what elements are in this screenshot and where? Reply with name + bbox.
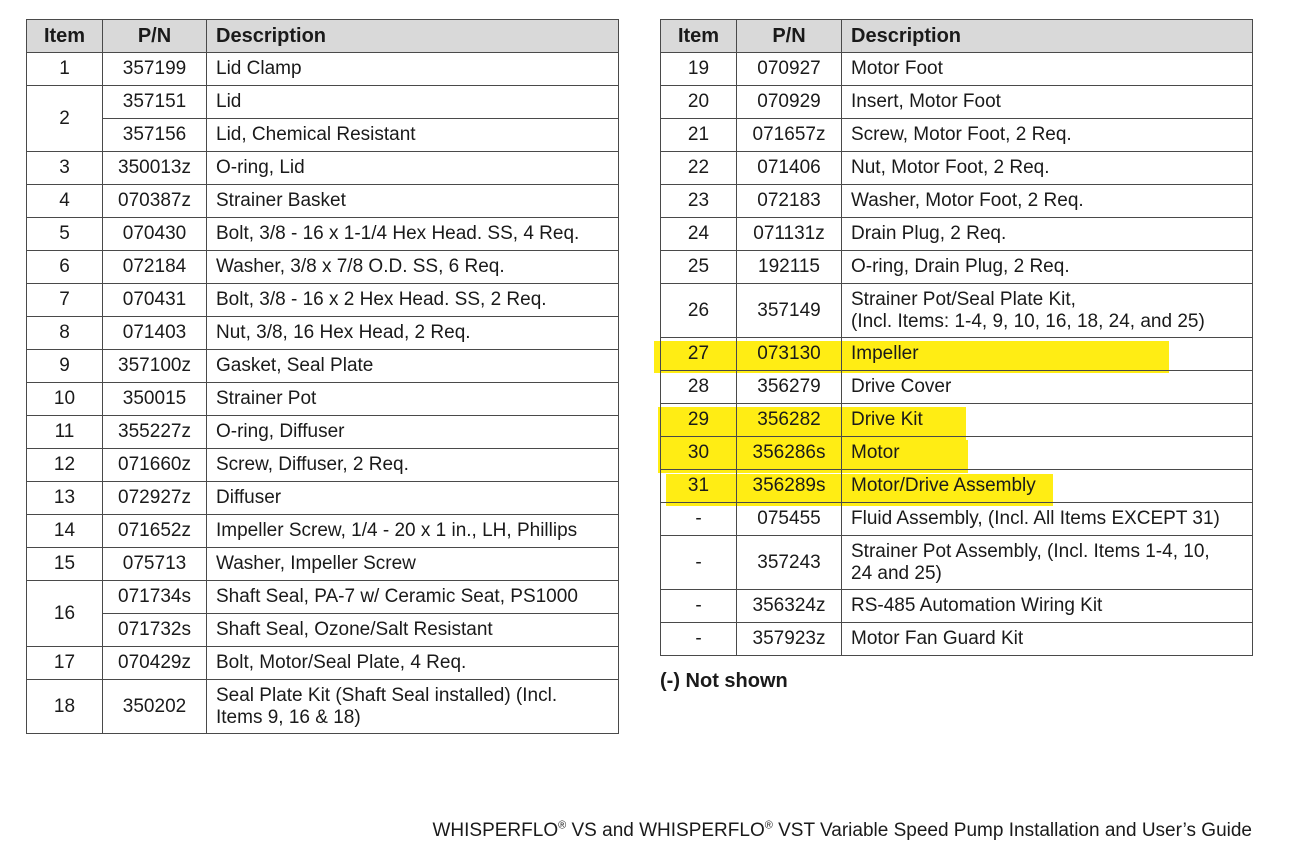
description-line: Lid, Chemical Resistant [216,124,416,145]
description-line: Washer, Impeller Screw [216,553,416,574]
part-number: 072927z [103,482,207,515]
description-line: Strainer Pot [216,388,317,409]
description-line: Motor/Drive Assembly [851,475,1036,496]
part-number: 071403 [103,317,207,350]
table-row [661,404,1253,437]
description-line: Screw, Motor Foot, 2 Req. [851,124,1072,145]
item-number: 10 [27,383,103,416]
table-row [27,548,619,581]
item-number: - [661,623,737,656]
part-description [842,404,1253,437]
part-number: 356286s [737,437,842,470]
item-number: - [661,590,737,623]
item-number: 6 [27,251,103,284]
table-row [661,152,1253,185]
description-line: RS-485 Automation Wiring Kit [851,595,1103,616]
table-row [661,590,1253,623]
part-number: 356324z [737,590,842,623]
header-item: Item [661,20,737,53]
description-line: Bolt, 3/8 - 16 x 2 Hex Head. SS, 2 Req. [216,289,547,310]
description-line: Strainer Pot Assembly, (Incl. Items 1-4, 10, [851,540,1210,562]
item-number: 9 [27,350,103,383]
document-footer [432,820,1252,842]
item-number: 21 [661,119,737,152]
description-line: Washer, Motor Foot, 2 Req. [851,190,1084,211]
table-row [27,218,619,251]
description-line: (Incl. Items: 1-4, 9, 10, 16, 18, 24, and 25) [851,310,1205,332]
table-row [661,53,1253,86]
part-number: 071652z [103,515,207,548]
table-row [27,317,619,350]
description-line: Drain Plug, 2 Req. [851,223,1007,244]
table-row [27,614,619,647]
table-row [27,449,619,482]
part-description [207,416,619,449]
item-number: 14 [27,515,103,548]
part-description [207,218,619,251]
item-number: 2 [27,86,103,152]
table-row [27,185,619,218]
table-row [27,647,619,680]
part-description [207,548,619,581]
description-line: Impeller [851,343,919,364]
registered-mark: ® [764,819,773,832]
part-description [842,536,1253,590]
part-description [842,185,1253,218]
item-number: 30 [661,437,737,470]
description-line: Drive Cover [851,376,952,397]
description-line: Strainer Pot/Seal Plate Kit, [851,288,1076,310]
item-number: 1 [27,53,103,86]
footer-title: VST Variable Speed Pump Installation and User’s Guide [772,820,1252,841]
part-description [842,53,1253,86]
part-description [207,152,619,185]
part-number: 070387z [103,185,207,218]
part-number: 356289s [737,470,842,503]
header-pn: P/N [103,20,207,53]
item-number: 31 [661,470,737,503]
table-row [661,86,1253,119]
part-description [842,152,1253,185]
description-line: Fluid Assembly, (Incl. All Items EXCEPT 31) [851,508,1220,529]
item-number: 29 [661,404,737,437]
description-line: O-ring, Lid [216,157,305,178]
description-line: Bolt, 3/8 - 16 x 1-1/4 Hex Head. SS, 4 Req. [216,223,580,244]
part-description [842,119,1253,152]
table-row [661,284,1253,338]
item-number: 28 [661,371,737,404]
table-row [661,338,1253,371]
description-line: Shaft Seal, Ozone/Salt Resistant [216,619,493,640]
description-line: Strainer Basket [216,190,346,211]
description-line: 24 and 25) [851,562,942,584]
part-number: 070431 [103,284,207,317]
part-number: 357151 [103,86,207,119]
item-number: 15 [27,548,103,581]
part-number: 071657z [737,119,842,152]
item-number: 7 [27,284,103,317]
description-line: Gasket, Seal Plate [216,355,374,376]
part-description [842,86,1253,119]
part-number: 350013z [103,152,207,185]
description-line: O-ring, Drain Plug, 2 Req. [851,256,1070,277]
table-row [27,119,619,152]
description-line: Screw, Diffuser, 2 Req. [216,454,409,475]
item-number: 19 [661,53,737,86]
description-line: Seal Plate Kit (Shaft Seal installed) (Incl. [216,684,558,706]
footer-brand: WHISPERFLO [639,820,765,841]
part-description [207,53,619,86]
table-row [661,185,1253,218]
table-row [27,152,619,185]
item-number: 18 [27,680,103,734]
table-row [661,623,1253,656]
item-number: 24 [661,218,737,251]
part-number: 072184 [103,251,207,284]
description-line: O-ring, Diffuser [216,421,345,442]
description-line: Washer, 3/8 x 7/8 O.D. SS, 6 Req. [216,256,505,277]
table-header-row [661,20,1253,53]
table-row [27,383,619,416]
part-number: 356282 [737,404,842,437]
header-item: Item [27,20,103,53]
table-row [27,581,619,614]
part-description [842,338,1253,371]
table-row [661,503,1253,536]
part-description [207,251,619,284]
part-description [207,614,619,647]
item-number: 13 [27,482,103,515]
part-description [207,185,619,218]
table-row [661,371,1253,404]
part-number: 071406 [737,152,842,185]
description-line: Motor [851,442,900,463]
description-line: Diffuser [216,487,282,508]
description-line: Shaft Seal, PA-7 w/ Ceramic Seat, PS1000 [216,586,578,607]
table-row [27,86,619,119]
item-number: 20 [661,86,737,119]
table-row [661,251,1253,284]
part-number: 357149 [737,284,842,338]
part-description [207,647,619,680]
table-row [661,218,1253,251]
header-description: Description [842,20,1253,53]
part-number: 071732s [103,614,207,647]
item-number: 12 [27,449,103,482]
part-number: 357923z [737,623,842,656]
part-description [842,503,1253,536]
part-description [207,86,619,119]
item-number: - [661,503,737,536]
item-number: 22 [661,152,737,185]
footer-text: VS and [566,820,640,841]
description-line: Motor Fan Guard Kit [851,628,1024,649]
item-number: 8 [27,317,103,350]
description-line: Impeller Screw, 1/4 - 20 x 1 in., LH, Phillips [216,520,578,541]
table-row [27,350,619,383]
part-number: 070429z [103,647,207,680]
description-line: Nut, 3/8, 16 Hex Head, 2 Req. [216,322,471,343]
item-number: 17 [27,647,103,680]
part-number: 357199 [103,53,207,86]
part-description [207,350,619,383]
table-row [27,482,619,515]
part-description [207,284,619,317]
part-description [207,383,619,416]
item-number: 25 [661,251,737,284]
header-description: Description [207,20,619,53]
item-number: 26 [661,284,737,338]
description-line: Bolt, Motor/Seal Plate, 4 Req. [216,652,467,673]
part-number: 071131z [737,218,842,251]
part-description [842,590,1253,623]
part-number: 075455 [737,503,842,536]
table-row [27,515,619,548]
part-number: 070430 [103,218,207,251]
part-description [207,581,619,614]
part-description [207,680,619,734]
table-row [27,416,619,449]
part-description [207,119,619,152]
part-number: 357100z [103,350,207,383]
item-number: 5 [27,218,103,251]
footer-brand: WHISPERFLO [432,820,559,841]
table-row [27,53,619,86]
table-row [661,536,1253,590]
item-number: 27 [661,338,737,371]
part-description [842,437,1253,470]
part-number: 355227z [103,416,207,449]
not-shown-note: (-) Not shown [660,670,788,692]
part-number: 357243 [737,536,842,590]
part-number: 073130 [737,338,842,371]
part-number: 350202 [103,680,207,734]
table-row [27,680,619,734]
table-row [27,251,619,284]
part-description [842,470,1253,503]
part-description [207,482,619,515]
part-number: 075713 [103,548,207,581]
part-description [207,515,619,548]
part-description [842,623,1253,656]
item-number: 23 [661,185,737,218]
item-number: 4 [27,185,103,218]
item-number: - [661,536,737,590]
table-row [661,119,1253,152]
item-number: 3 [27,152,103,185]
table-row [27,284,619,317]
part-number: 071734s [103,581,207,614]
header-pn: P/N [737,20,842,53]
description-line: Motor Foot [851,58,943,79]
description-line: Lid Clamp [216,58,302,79]
part-number: 356279 [737,371,842,404]
description-line: Lid [216,91,242,112]
part-number: 071660z [103,449,207,482]
description-line: Items 9, 16 & 18) [216,706,361,728]
part-number: 192115 [737,251,842,284]
part-number: 070929 [737,86,842,119]
description-line: Insert, Motor Foot [851,91,1001,112]
part-number: 350015 [103,383,207,416]
parts-table-right [660,19,1253,656]
part-description [207,317,619,350]
description-line: Drive Kit [851,409,923,430]
table-header-row [27,20,619,53]
description-line: Nut, Motor Foot, 2 Req. [851,157,1050,178]
part-number: 070927 [737,53,842,86]
part-description [842,284,1253,338]
parts-table-left [26,19,619,734]
table-row [661,470,1253,503]
table-row [661,437,1253,470]
part-number: 072183 [737,185,842,218]
part-description [842,371,1253,404]
part-description [842,251,1253,284]
item-number: 11 [27,416,103,449]
part-description [207,449,619,482]
part-number: 357156 [103,119,207,152]
registered-mark: ® [558,819,567,832]
part-description [842,218,1253,251]
item-number: 16 [27,581,103,647]
